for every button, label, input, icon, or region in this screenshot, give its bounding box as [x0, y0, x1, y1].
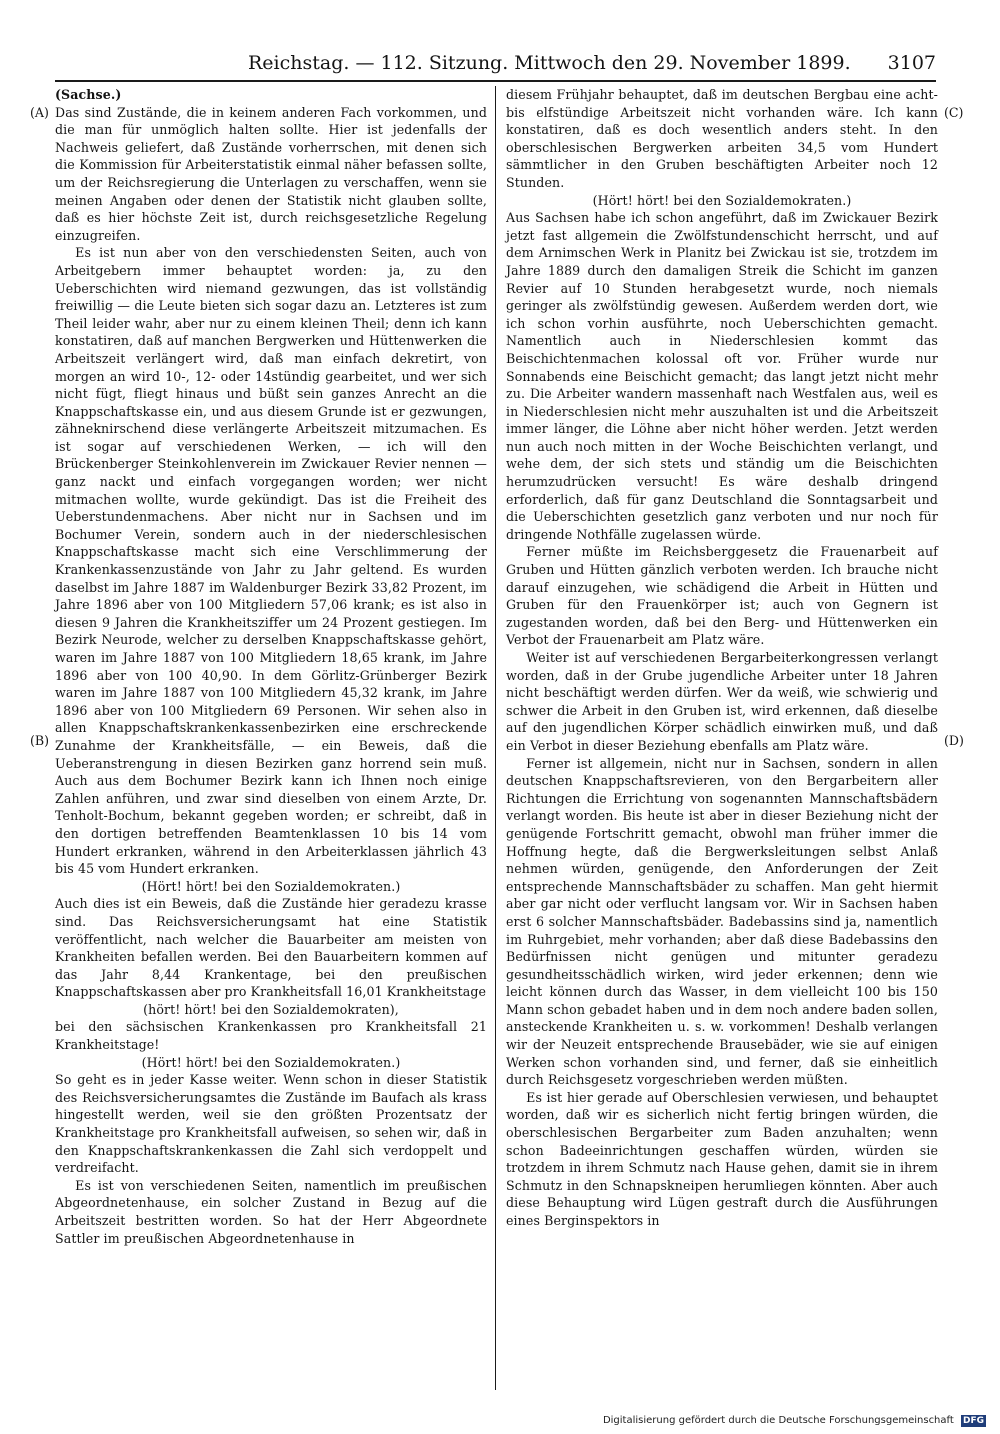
digitization-footer: [603, 1414, 986, 1428]
right-paragraph: Ferner müßte im Reichsberggesetz die Frauenarbeit auf Gruben und Hütten gänzlich verboten werden. Ich brauche nicht darauf einzugehen, wie schädigend die Arbeit in Hütten und Gruben für den Frauenkörper ist; auch von Gegnern ist zugestanden worden, daß bei den Berg- und Hüttenwerken ein Verbot der Frauenarbeit am Platz wäre.: [506, 544, 938, 648]
right-paragraph: diesem Frühjahr behauptet, daß im deutschen Bergbau eine acht- bis elfstündige Arbeitszeit nicht vorhanden wäre. Ich kann konstatiren, daß es doch wesentlich anders steht. In den oberschlesischen Bergwerken arbeiten 34,5 vom Hundert sämmtlicher in den Gruben beschäftigten Arbeiter noch 12 Stunden.: [506, 87, 938, 190]
interjection: (Hört! hört! bei den Sozialdemokraten.): [592, 192, 852, 208]
margin-marker-b: (B): [30, 733, 50, 748]
margin-marker-a: (A): [30, 105, 49, 120]
left-paragraph: So geht es in jeder Kasse weiter. Wenn schon in dieser Statistik des Reichsversicherungsamtes die Zustände im Baufach als krass hingestellt werden, weil sie den größten Prozentsatz der Krankheitstage pro Krankheitsfall aufweisen, so sehen wir, daß in den Knappschaftskrankenkassen die Zahl sich verdoppelt und verdreifacht.: [55, 1072, 487, 1176]
left-paragraph: Das sind Zustände, die in keinem anderen Fach vorkommen, und die man für unmöglich halten sollte. Hier ist jedenfalls der Nachweis geliefert, daß Zustände vorherrschen, mit denen sich die Kommission für Arbeiterstatistik einmal näher befassen sollte, um der Reichsregierung die Unterlagen zu verschaffen, wenn sie meinen Angaben oder denen der Statistik nicht glauben sollte, daß es hier höchste Zeit ist, durch reichsgesetzliche Regelung einzugreifen.: [55, 104, 487, 243]
left-column: [55, 86, 487, 1247]
left-paragraph: bei den sächsischen Krankenkassen pro Krankheitsfall 21 Krankheitstage!: [55, 1019, 487, 1053]
interjection: (Hört! hört! bei den Sozialdemokraten.): [141, 1054, 401, 1070]
speaker-label: (Sachse.): [55, 87, 122, 102]
right-paragraph: Ferner ist allgemein, nicht nur in Sachsen, sondern in allen deutschen Knappschaftsrevieren, von den Bergarbeitern aller Richtungen die Errichtung von sogenannten Mannschaftsbädern verlangt worden. Bis heute ist aber in dieser Beziehung nicht der genügende Fortschritt gemacht, obwohl man früher immer die Hoffnung hegte, daß die Bergwerksleitungen selbst Anlaß nehmen würden, genügende, den Anforderungen der Zeit entsprechende Mannschaftsbäder zu schaffen. Man geht hiermit aber gar nicht oder verflucht langsam vor. Wir in Sachsen haben erst 6 solcher Mannschaftsbäder. Badebassins sind ja, namentlich im Ruhrgebiet, mehr vorhanden; aber daß diese Badebassins den Bedürfnissen nicht genügen und mitunter geradezu gesundheitsschädlich wirken, wird jeder erkennen; denn wie leicht können durch das Wasser, in dem vielleicht 100 bis 150 Mann schon gebadet haben und in dem noch andere baden sollen, ansteckende Krankheiten u. s. w. vorkommen! Deshalb verlangen wir der Neuzeit entsprechende Brausebäder, wie sie auf einigen Werken schon vorhanden sind, und ferner, daß sie einheitlich durch Reichsgesetz vorgeschrieben werden müßten.: [506, 755, 938, 1088]
header-title: Reichstag. — 112. Sitzung. Mittwoch den 29. November 1899.: [248, 52, 851, 74]
column-divider: [495, 86, 496, 1390]
margin-marker-c: (C): [944, 105, 964, 120]
margin-marker-d: (D): [944, 733, 964, 748]
page-header: [248, 48, 936, 78]
right-column: [506, 86, 938, 1230]
left-paragraph: Es ist nun aber von den verschiedensten Seiten, auch von Arbeitgebern immer behauptet worden: ja, zu den Ueberschichten wird niemand gezwungen, das ist vollständig freiwillig — die Leute bieten sich sogar dazu an. Letzteres ist zum Theil leider wahr, aber nur zu einem kleinen Theil; denn ich kann konstatiren, daß auf manchen Bergwerken und Hüttenwerken die Arbeitszeit verlängert wird, daß man einfach dekretirt, von morgen an wird 10-, 12- oder 14stündig gearbeitet, und wer sich nicht fügt, fliegt hinaus und büßt sein ganzes Anrecht an die Knappschaftskasse ein, und aus diesem Grunde ist er gezwungen, zähneknirschend diese verlängerte Arbeitszeit mitzumachen. Es ist sogar auf verschiedenen Werken, — ich will den Brückenberger Steinkohlenverein im Zwickauer Revier nennen — ganz nackt und einfach vorgegangen worden; wer nicht mitmachen wollte, wurde gekündigt. Das ist die Freiheit des Ueberstundenmachens. Aber nicht nur in Sachsen und im Bochumer Verein, sondern auch in der niederschlesischen Knappschaftskasse macht sich eine Verschlimmerung der Krankenkassenzustände von Jahr zu Jahr geltend. Es wurden daselbst im Jahre 1887 im Waldenburger Bezirk 33,82 Prozent, im Jahre 1896 aber von 100 Mitgliedern 57,06 krank; es ist also in diesen 9 Jahren die Krankheitsziffer um 24 Prozent gestiegen. Im Bezirk Neurode, welcher zu derselben Knappschaftskasse gehört, waren im Jahre 1887 von 100 Mitgliedern 18,65 krank, im Jahre 1896 aber von 100 40,90. In dem Görlitz-Grünberger Bezirk waren im Jahre 1887 von 100 Mitgliedern 45,32 krank, im Jahre 1896 aber von 100 Mitgliedern 69 Personen. Wir sehen also in allen Knappschaftskrankenkassenbezirken eine erschreckende Zunahme der Krankheitsfälle, — ein Beweis, daß die Ueberanstrengung in diesen Bezirken ganz horrend sein muß. Auch aus dem Bochumer Bezirk kann ich Ihnen noch einige Zahlen anführen, und zwar sind dieselben von einem Arzte, Dr. Tenholt-Bochum, bekannt gegeben worden; er schreibt, daß in den dortigen betreffenden Beamtenklassen 10 bis 14 vom Hundert erkranken, während in den Arbeiterklassen jährlich 43 bis 45 vom Hundert erkranken.: [55, 245, 487, 877]
footer-text: Digitalisierung gefördert durch die Deutsche Forschungsgemeinschaft: [602, 1415, 954, 1426]
right-paragraph: Weiter ist auf verschiedenen Bergarbeiterkongressen verlangt worden, daß in der Grube jugendliche Arbeiter unter 18 Jahren nicht beschäftigt werden dürfen. Wer da weiß, wie schwierig und schwer die Arbeit in den Gruben ist, wird erkennen, daß dieselbe auf den jugendlichen Körper schädlich einwirken muß, und daß ein Verbot in dieser Beziehung ebenfalls am Platz wäre.: [506, 650, 938, 753]
interjection: (Hört! hört! bei den Sozialdemokraten.): [141, 878, 401, 894]
right-paragraph: Aus Sachsen habe ich schon angeführt, daß im Zwickauer Bezirk jetzt fast allgemein die Zwölfstundenschicht herrscht, und auf dem Arnimschen Werk in Planitz bei Zwickau ist sie, trotzdem im Jahre 1889 durch den damaligen Streik die Schicht im ganzen Revier auf 10 Stunden herabgesetzt wurde, noch niemals geringer als zwölfstündig gewesen. Außerdem werden dort, wie ich schon vorhin ausführte, noch Ueberschichten gemacht. Namentlich auch in Niederschlesien kommt das Beischichtenmachen kolossal oft vor. Früher wurde nur Sonnabends eine Beischicht gemacht; das langt jetzt nicht mehr zu. Die Arbeiter wandern massenhaft nach Westfalen aus, weil es in Niederschlesien nicht mehr auszuhalten ist und die Arbeitszeit immer länger, die Löhne aber nicht höher werden. Jetzt werden nun auch noch mitten in der Woche Beischichten verlangt, und wehe dem, der sich stets und ständig um die Beischichten herumzudrücken versucht! Es wäre deshalb dringend erforderlich, daß für ganz Deutschland die Sonntagsarbeit und die Ueberschichten gesetzlich ganz verboten und nur noch für dringende Nothfälle zugelassen würde.: [506, 210, 938, 542]
interjection: (hört! hört! bei den Sozialdemokraten),: [143, 1001, 399, 1017]
dfg-logo: DFG: [962, 1416, 984, 1426]
right-paragraph: Es ist hier gerade auf Oberschlesien verwiesen, und behauptet worden, daß wir es sicherlich nicht fertig bringen würden, die oberschlesischen Bergarbeiter zum Baden anzuhalten; wenn schon Badeeinrichtungen geschaffen würden, würden sie trotzdem in ihrem Schmutz nach Hause gehen, damit sie in ihrem Schmutz in den Schnapskneipen herumliegen könnten. Aber auch diese Behauptung wird Lügen gestraft durch die Ausführungen eines Berginspektors in: [506, 1089, 938, 1228]
header-rule: [55, 80, 936, 82]
page-number: 3107: [887, 52, 936, 74]
left-paragraph: Auch dies ist ein Beweis, daß die Zustände hier geradezu krasse sind. Das Reichsversicherungsamt hat eine Statistik veröffentlicht, nach welcher die Bauarbeiter am meisten von Krankheiten befallen werden. Bei den Bauarbeitern kommen auf das Jahr 8,44 Krankentage, bei den preußischen Knappschaftskassen aber pro Krankheitsfall 16,01 Krankheitstage: [55, 896, 487, 1000]
left-paragraph: Es ist von verschiedenen Seiten, namentlich im preußischen Abgeordnetenhause, ein solcher Zustand in Bezug auf die Arbeitszeit bestritten worden. So hat der Herr Abgeordnete Sattler im preußischen Abgeordnetenhause in: [55, 1177, 487, 1246]
